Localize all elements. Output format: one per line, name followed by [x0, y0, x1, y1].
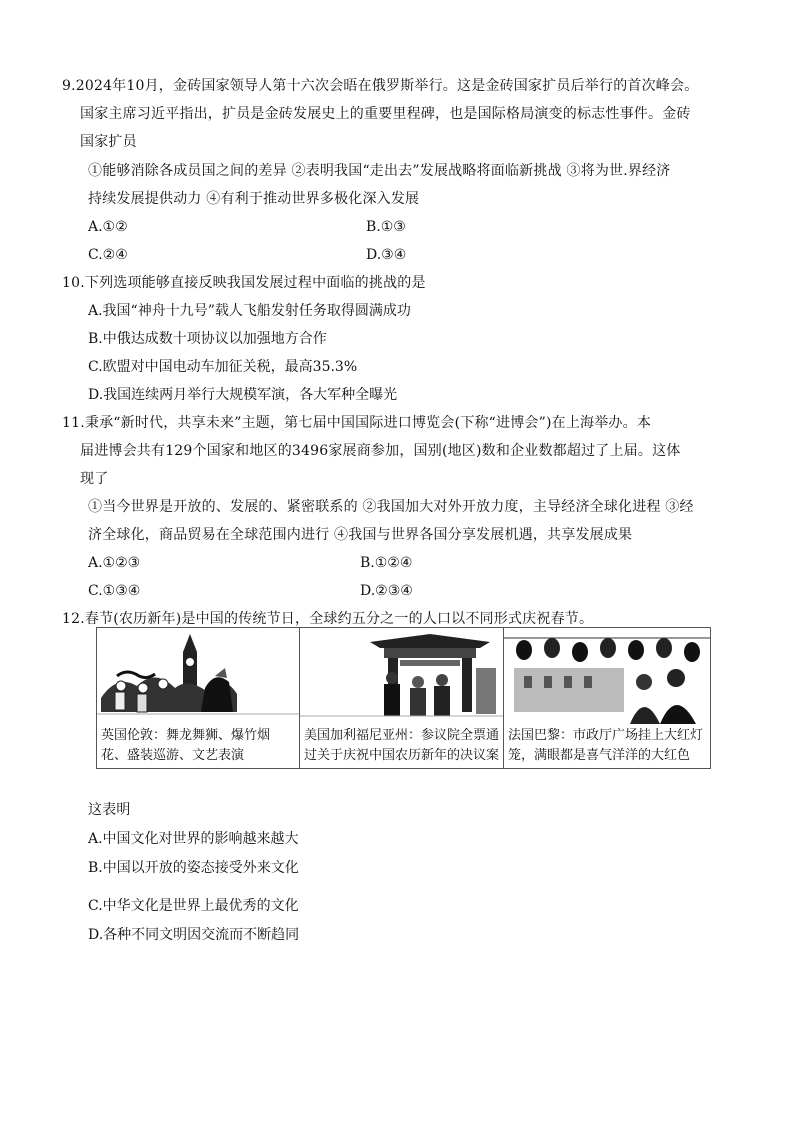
- california-illustration: [300, 628, 503, 726]
- q12-image-table: [96, 627, 711, 769]
- q9-stem-line-2: 国家主席习近平指出，扩员是金砖发展史上的重要里程碑，也是国际格局演变的标志性事件。金砖: [80, 106, 691, 122]
- q9-stem-line-1: 9.2024年10月，金砖国家领导人第十六次会晤在俄罗斯举行。这是金砖国家扩员后举行的首次峰会。: [62, 78, 699, 94]
- q12-option-d: D.各种不同文明因交流而不断趋同: [88, 927, 300, 943]
- q11-option-b: B.①②④: [360, 555, 413, 571]
- london-caption: 英国伦敦：舞龙舞狮、爆竹烟花、盛装巡游、文艺表演: [101, 728, 271, 763]
- q10-option-c: C.欧盟对中国电动车加征关税，最高35.3%: [88, 359, 358, 375]
- q12-stem: 12.春节(农历新年)是中国的传统节日，全球约五分之一的人口以不同形式庆祝春节。: [62, 611, 594, 627]
- q9-option-b: B.①③: [366, 219, 406, 235]
- q11-option-c: C.①③④: [88, 583, 141, 599]
- q10-option-d: D.我国连续两月举行大规模军演，各大军种全曝光: [88, 387, 398, 403]
- london-illustration: [97, 628, 299, 726]
- q11-option-a: A.①②③: [88, 555, 141, 571]
- q10-stem: 10.下列选项能够直接反映我国发展过程中面临的挑战的是: [62, 275, 426, 291]
- paris-caption: 法国巴黎：市政厅广场挂上大红灯笼，满眼都是喜气洋洋的大红色: [508, 728, 704, 763]
- london-cell: [97, 628, 300, 769]
- q12-option-b: B.中国以开放的姿态接受外来文化: [88, 860, 299, 876]
- q9-statement-line-1: ①能够消除各成员国之间的差异 ②表明我国“走出去”发展战略将面临新挑战 ③将为世.界经济: [88, 163, 671, 179]
- q9-stem-line-3: 国家扩员: [80, 134, 137, 150]
- q10-option-b: B.中俄达成数十项协议以加强地方合作: [88, 331, 327, 347]
- q11-stem-line-3: 现了: [80, 471, 109, 487]
- paris-illustration: [504, 628, 710, 726]
- q9-statement-line-2: 持续发展提供动力 ④有利于推动世界多极化深入发展: [88, 191, 420, 207]
- q11-stem-line-2: 届进博会共有129个国家和地区的3496家展商参加，国别(地区)数和企业数都超过了上届。这体: [80, 443, 681, 459]
- q11-statement-line-2: 济全球化，商品贸易在全球范围内进行 ④我国与世界各国分享发展机遇，共享发展成果: [88, 527, 633, 543]
- q11-option-d: D.②③④: [360, 583, 413, 599]
- q9-option-d: D.③④: [366, 247, 407, 263]
- q12-lead: 这表明: [88, 802, 131, 818]
- q9-option-c: C.②④: [88, 247, 128, 263]
- q12-option-a: A.中国文化对世界的影响越来越大: [88, 831, 299, 847]
- q11-stem-line-1: 11.秉承“新时代，共享未来”主题，第七届中国国际进口博览会(下称“进博会”)在上海举办。本: [62, 415, 652, 431]
- q10-option-a: A.我国“神舟十九号”载人飞船发射任务取得圆满成功: [88, 303, 411, 319]
- q11-statement-line-1: ①当今世界是开放的、发展的、紧密联系的 ②我国加大对外开放力度，主导经济全球化进程 ③经: [88, 499, 694, 515]
- paris-cell: [504, 628, 711, 769]
- q12-option-c: C.中华文化是世界上最优秀的文化: [88, 898, 299, 914]
- california-cell: [300, 628, 504, 769]
- q9-option-a: A.①②: [88, 219, 128, 235]
- california-caption: 美国加利福尼亚州：参议院全票通过关于庆祝中国农历新年的决议案: [304, 728, 500, 763]
